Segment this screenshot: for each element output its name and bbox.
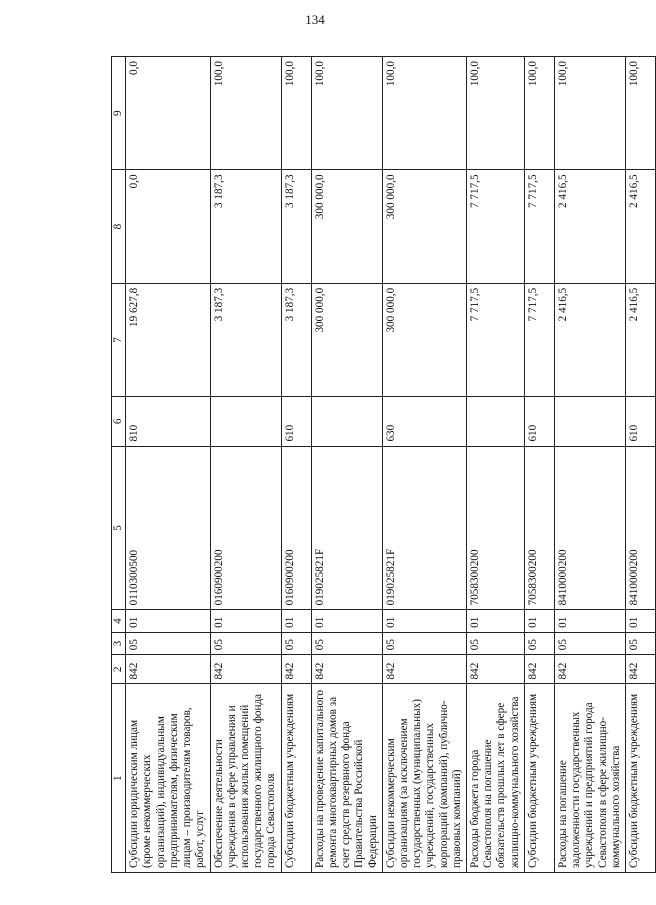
section-cell: 05 xyxy=(554,632,625,654)
subsection-cell: 01 xyxy=(626,610,656,632)
subsection-cell: 01 xyxy=(554,610,625,632)
section-cell: 05 xyxy=(626,632,656,654)
target-article-cell: 8410000200 xyxy=(554,446,625,610)
column-header: 3 xyxy=(112,632,126,654)
expense-type-cell xyxy=(554,397,625,446)
planned-amount-cell: 3 187,3 xyxy=(210,283,281,396)
section-cell: 05 xyxy=(281,632,311,654)
column-header: 4 xyxy=(112,610,126,632)
expense-type-cell xyxy=(467,397,525,446)
subsection-cell: 01 xyxy=(281,610,311,632)
executed-amount-cell: 3 187,3 xyxy=(281,170,311,283)
section-cell: 05 xyxy=(210,632,281,654)
expense-type-cell: 610 xyxy=(626,397,656,446)
column-header: 1 xyxy=(112,684,126,873)
section-cell: 05 xyxy=(382,632,466,654)
section-cell: 05 xyxy=(126,632,210,654)
header-row xyxy=(112,57,126,873)
table-row xyxy=(554,57,625,873)
subsection-cell: 01 xyxy=(311,610,382,632)
description-cell: Субсидии бюджетным учреждениям xyxy=(281,684,311,873)
page-number: 134 xyxy=(305,12,325,27)
subsection-cell: 01 xyxy=(210,610,281,632)
column-header: 6 xyxy=(112,397,126,446)
column-header: 8 xyxy=(112,170,126,283)
percent-cell: 100,0 xyxy=(554,57,625,170)
column-header: 2 xyxy=(112,655,126,684)
section-cell: 05 xyxy=(524,632,554,654)
executed-amount-cell: 7 717,5 xyxy=(467,170,525,283)
planned-amount-cell: 300 000,0 xyxy=(311,283,382,396)
description-cell: Обеспечение деятельности учреждения в сфере управления и использования жилых помещений государственного жилищного фонда города Севастополя xyxy=(210,684,281,873)
planned-amount-cell: 3 187,3 xyxy=(281,283,311,396)
executed-amount-cell: 3 187,3 xyxy=(210,170,281,283)
expense-type-cell: 810 xyxy=(126,397,210,446)
percent-cell: 100,0 xyxy=(311,57,382,170)
description-cell: Субсидии бюджетным учреждениям xyxy=(524,684,554,873)
ministry-code-cell: 842 xyxy=(626,655,656,684)
description-cell: Расходы бюджета города Севастополя на погашение обязательств прошлых лет в сфере жилищно-коммунального хозяйства xyxy=(467,684,525,873)
description-cell: Расходы на погашение задолженности государственных учреждений и предприятий города Севастополя в сфере жилищно-коммунального хозяйства xyxy=(554,684,625,873)
budget-table xyxy=(111,56,656,873)
section-cell: 05 xyxy=(467,632,525,654)
table-row xyxy=(126,57,210,873)
expense-type-cell xyxy=(311,397,382,446)
column-header: 5 xyxy=(112,446,126,610)
rotated-table-frame xyxy=(111,56,640,873)
subsection-cell: 01 xyxy=(524,610,554,632)
expense-type-cell xyxy=(210,397,281,446)
rotated-table-canvas xyxy=(111,56,640,873)
table-row xyxy=(382,57,466,873)
expense-type-cell: 630 xyxy=(382,397,466,446)
percent-cell: 100,0 xyxy=(524,57,554,170)
description-cell: Субсидии некоммерческим организациям (за исключением государственных (муниципальных) учреждений, государственных корпораций (компаний), публично-правовых компаний) xyxy=(382,684,466,873)
expense-type-cell: 610 xyxy=(524,397,554,446)
executed-amount-cell: 7 717,5 xyxy=(524,170,554,283)
executed-amount-cell: 300 000,0 xyxy=(311,170,382,283)
planned-amount-cell: 300 000,0 xyxy=(382,283,466,396)
percent-cell: 0,0 xyxy=(126,57,210,170)
executed-amount-cell: 0,0 xyxy=(126,170,210,283)
target-article-cell: 8410000200 xyxy=(626,446,656,610)
planned-amount-cell: 19 627,8 xyxy=(126,283,210,396)
planned-amount-cell: 7 717,5 xyxy=(524,283,554,396)
executed-amount-cell: 300 000,0 xyxy=(382,170,466,283)
ministry-code-cell: 842 xyxy=(382,655,466,684)
target-article-cell: 0110300500 xyxy=(126,446,210,610)
ministry-code-cell: 842 xyxy=(210,655,281,684)
column-header: 9 xyxy=(112,57,126,170)
description-cell: Субсидии юридическим лицам (кроме некоммерческих организаций), индивидуальным предпринимателям, физическим лицам – производителям товаров, работ, услуг xyxy=(126,684,210,873)
target-article-cell: 019025821F xyxy=(382,446,466,610)
ministry-code-cell: 842 xyxy=(467,655,525,684)
executed-amount-cell: 2 416,5 xyxy=(626,170,656,283)
target-article-cell: 7058300200 xyxy=(524,446,554,610)
table-row xyxy=(467,57,525,873)
target-article-cell: 7058300200 xyxy=(467,446,525,610)
table-row xyxy=(210,57,281,873)
planned-amount-cell: 2 416,5 xyxy=(626,283,656,396)
table-body xyxy=(126,57,656,873)
description-cell: Субсидии бюджетным учреждениям xyxy=(626,684,656,873)
target-article-cell: 0160900200 xyxy=(281,446,311,610)
ministry-code-cell: 842 xyxy=(554,655,625,684)
table-row xyxy=(524,57,554,873)
expense-type-cell: 610 xyxy=(281,397,311,446)
table-row xyxy=(311,57,382,873)
ministry-code-cell: 842 xyxy=(126,655,210,684)
table-row xyxy=(626,57,656,873)
planned-amount-cell: 7 717,5 xyxy=(467,283,525,396)
executed-amount-cell: 2 416,5 xyxy=(554,170,625,283)
section-cell: 05 xyxy=(311,632,382,654)
description-cell: Расходы на проведение капитального ремонта многоквартирных домов за счет средств резервного фонда Правительства Российской Федерации xyxy=(311,684,382,873)
target-article-cell: 019025821F xyxy=(311,446,382,610)
ministry-code-cell: 842 xyxy=(281,655,311,684)
subsection-cell: 01 xyxy=(467,610,525,632)
column-header: 7 xyxy=(112,283,126,396)
percent-cell: 100,0 xyxy=(382,57,466,170)
target-article-cell: 0160900200 xyxy=(210,446,281,610)
subsection-cell: 01 xyxy=(126,610,210,632)
percent-cell: 100,0 xyxy=(281,57,311,170)
ministry-code-cell: 842 xyxy=(311,655,382,684)
subsection-cell: 01 xyxy=(382,610,466,632)
percent-cell: 100,0 xyxy=(626,57,656,170)
table-row xyxy=(281,57,311,873)
planned-amount-cell: 2 416,5 xyxy=(554,283,625,396)
ministry-code-cell: 842 xyxy=(524,655,554,684)
percent-cell: 100,0 xyxy=(210,57,281,170)
percent-cell: 100,0 xyxy=(467,57,525,170)
